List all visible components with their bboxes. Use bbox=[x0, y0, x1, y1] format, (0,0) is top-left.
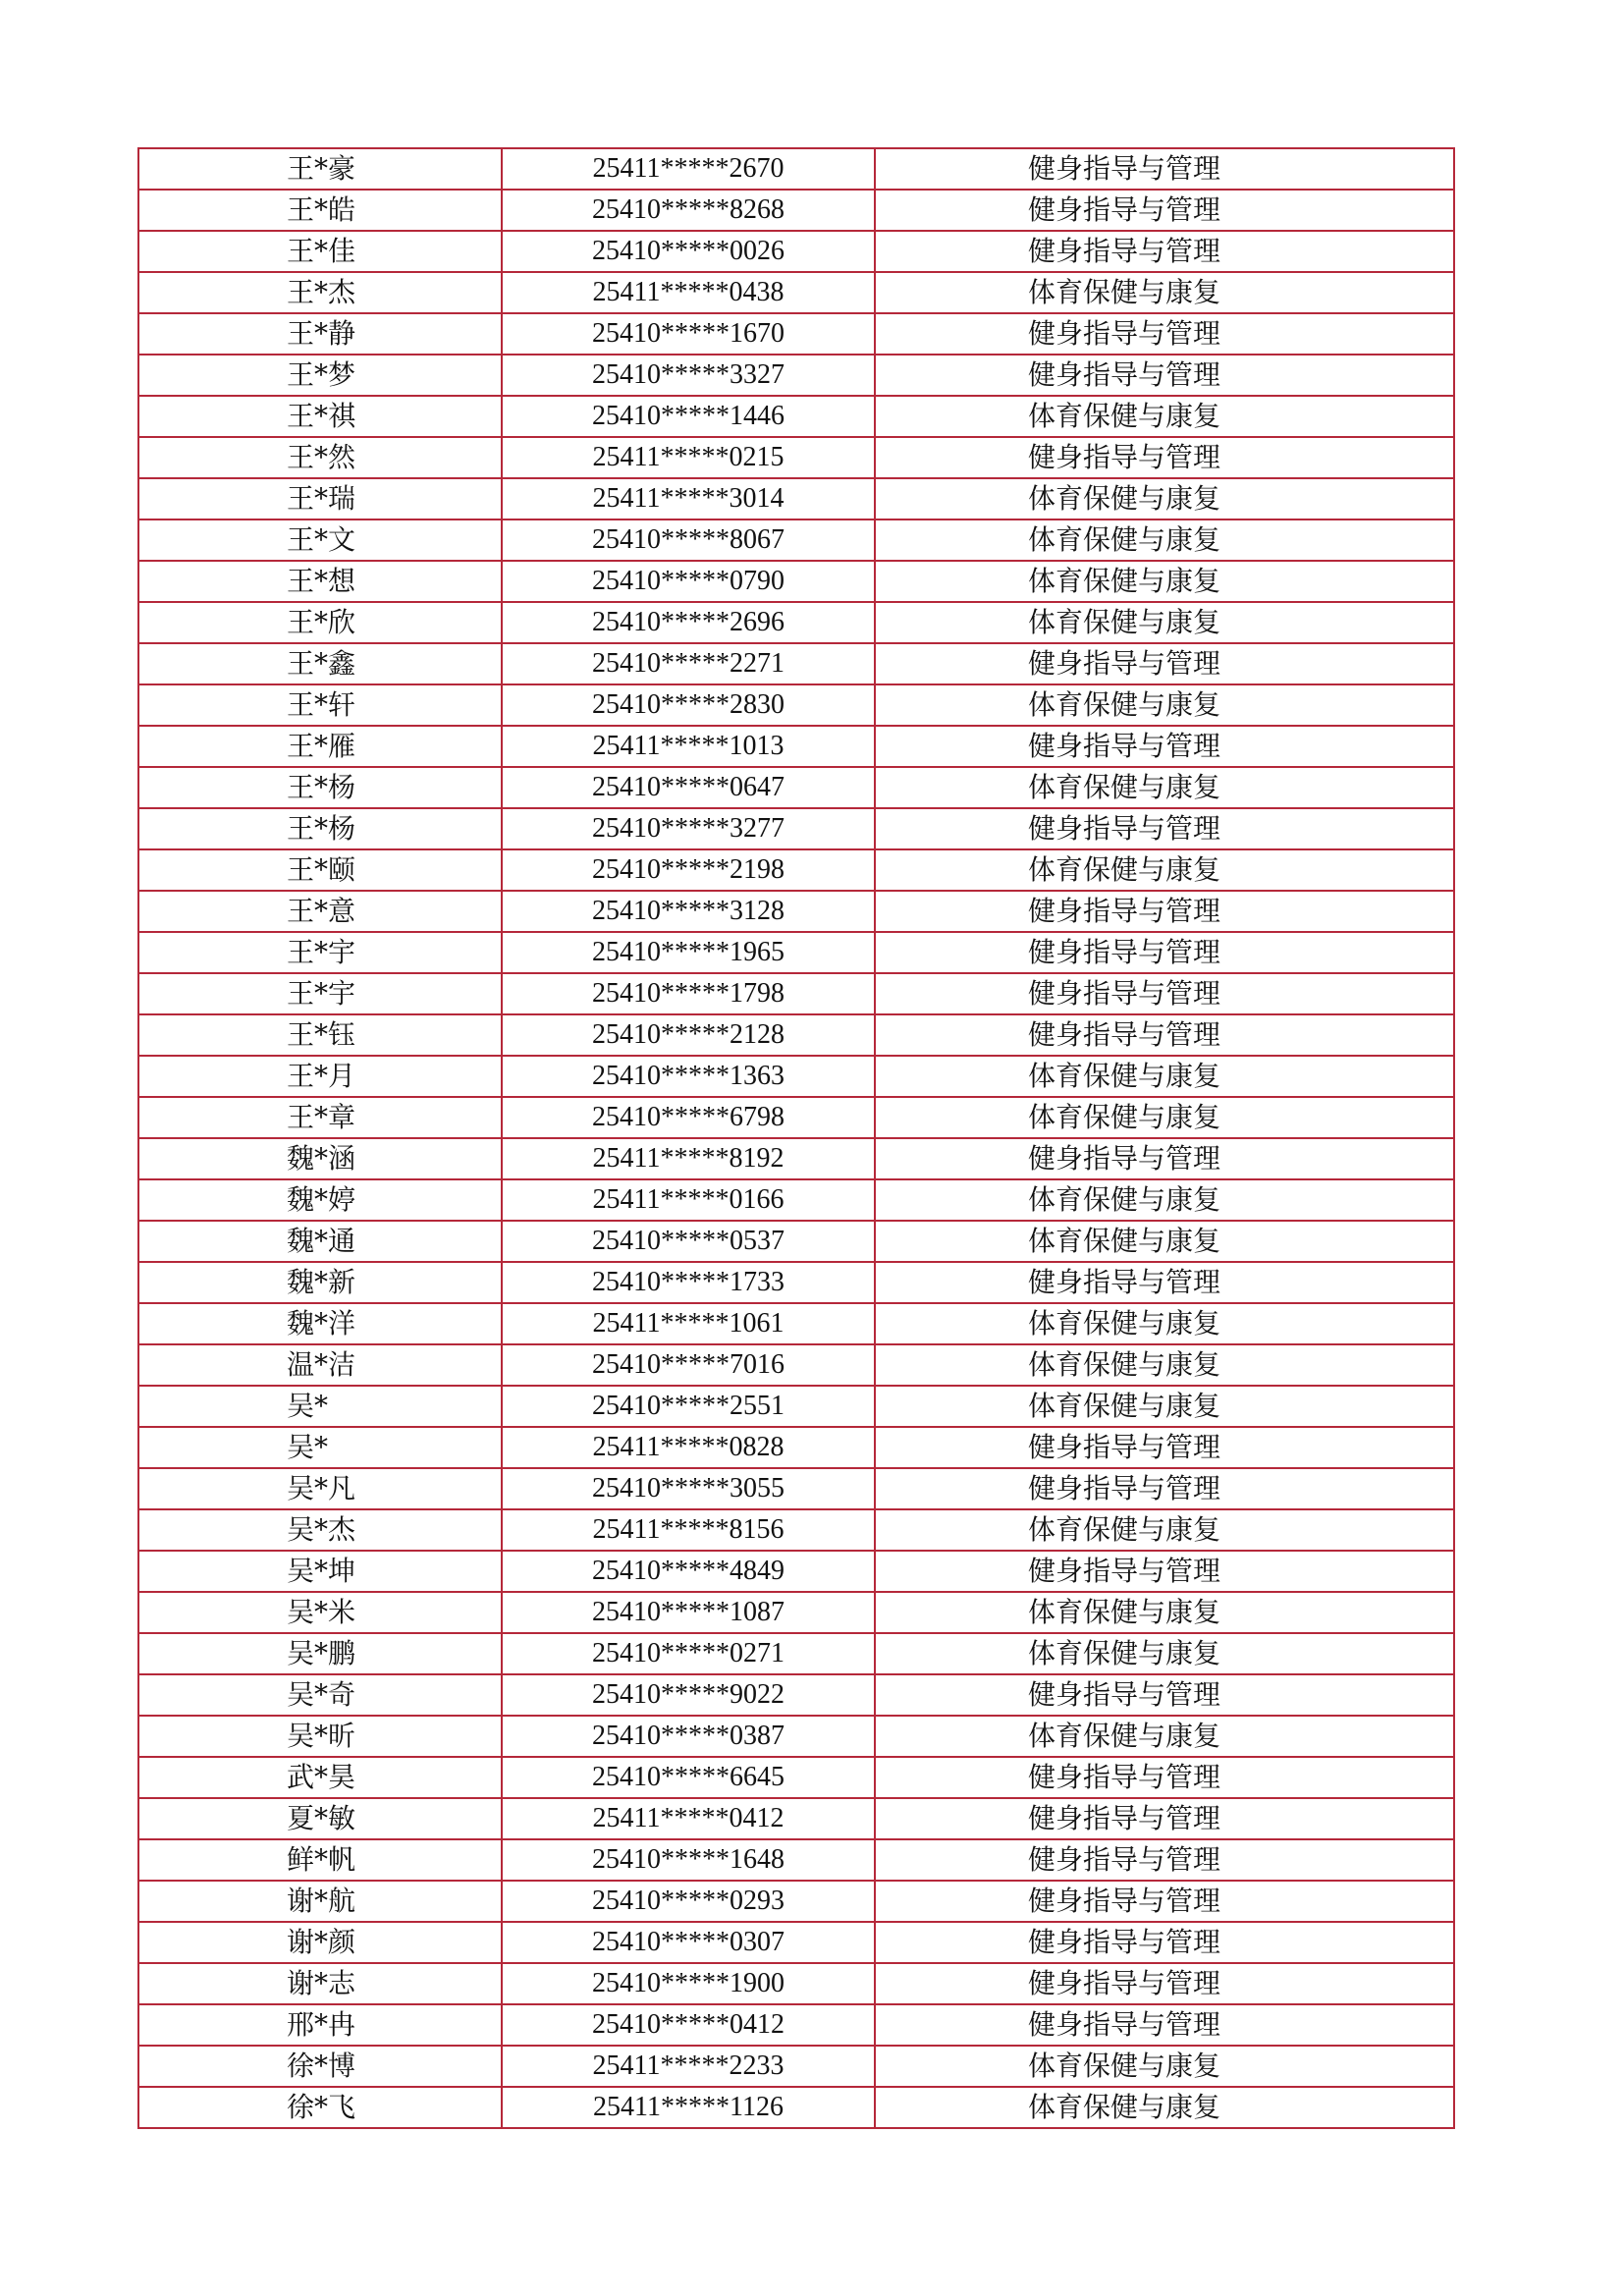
student-major: 健身指导与管理 bbox=[875, 148, 1454, 190]
student-id: 25410*****1900 bbox=[502, 1963, 875, 2004]
student-major: 健身指导与管理 bbox=[875, 1922, 1454, 1963]
table-row bbox=[138, 808, 1454, 849]
table-row bbox=[138, 1798, 1454, 1839]
student-id: 25411*****0215 bbox=[502, 437, 875, 478]
table-row bbox=[138, 355, 1454, 396]
table-row bbox=[138, 1303, 1454, 1344]
student-name: 徐*博 bbox=[138, 2046, 502, 2087]
student-name: 夏*敏 bbox=[138, 1798, 502, 1839]
student-major: 健身指导与管理 bbox=[875, 1138, 1454, 1179]
student-name: 谢*志 bbox=[138, 1963, 502, 2004]
table-row bbox=[138, 891, 1454, 932]
student-major: 健身指导与管理 bbox=[875, 437, 1454, 478]
student-name: 王*轩 bbox=[138, 684, 502, 726]
table-row bbox=[138, 1097, 1454, 1138]
student-id: 25410*****1670 bbox=[502, 313, 875, 355]
student-id: 25410*****2271 bbox=[502, 643, 875, 684]
student-name: 吴*凡 bbox=[138, 1468, 502, 1509]
student-major: 健身指导与管理 bbox=[875, 190, 1454, 231]
student-name: 魏*涵 bbox=[138, 1138, 502, 1179]
student-id: 25410*****3128 bbox=[502, 891, 875, 932]
student-id: 25411*****3014 bbox=[502, 478, 875, 519]
table-row bbox=[138, 973, 1454, 1014]
student-id: 25410*****1363 bbox=[502, 1056, 875, 1097]
student-major: 体育保健与康复 bbox=[875, 602, 1454, 643]
table-row bbox=[138, 1551, 1454, 1592]
student-name: 吴*坤 bbox=[138, 1551, 502, 1592]
table-row bbox=[138, 1344, 1454, 1386]
table-row bbox=[138, 1427, 1454, 1468]
student-major: 健身指导与管理 bbox=[875, 973, 1454, 1014]
student-major: 体育保健与康复 bbox=[875, 519, 1454, 561]
student-name: 王*欣 bbox=[138, 602, 502, 643]
table-row bbox=[138, 519, 1454, 561]
student-id: 25410*****3055 bbox=[502, 1468, 875, 1509]
student-major: 健身指导与管理 bbox=[875, 1757, 1454, 1798]
table-row bbox=[138, 1963, 1454, 2004]
student-id: 25411*****0166 bbox=[502, 1179, 875, 1221]
student-name: 武*昊 bbox=[138, 1757, 502, 1798]
student-name: 魏*新 bbox=[138, 1262, 502, 1303]
table-row bbox=[138, 2087, 1454, 2128]
table-row bbox=[138, 1633, 1454, 1674]
student-name: 邢*冉 bbox=[138, 2004, 502, 2046]
student-major: 体育保健与康复 bbox=[875, 684, 1454, 726]
student-id: 25411*****8156 bbox=[502, 1509, 875, 1551]
student-major: 健身指导与管理 bbox=[875, 891, 1454, 932]
student-id: 25410*****6645 bbox=[502, 1757, 875, 1798]
student-name: 谢*航 bbox=[138, 1881, 502, 1922]
student-name: 吴*杰 bbox=[138, 1509, 502, 1551]
table-row bbox=[138, 437, 1454, 478]
student-id: 25411*****2233 bbox=[502, 2046, 875, 2087]
student-id: 25410*****0271 bbox=[502, 1633, 875, 1674]
table-row bbox=[138, 684, 1454, 726]
student-name: 王*瑞 bbox=[138, 478, 502, 519]
table-row bbox=[138, 478, 1454, 519]
student-major: 健身指导与管理 bbox=[875, 355, 1454, 396]
student-name: 魏*婷 bbox=[138, 1179, 502, 1221]
student-id: 25410*****0307 bbox=[502, 1922, 875, 1963]
student-name: 王*豪 bbox=[138, 148, 502, 190]
student-name: 谢*颜 bbox=[138, 1922, 502, 1963]
student-name: 吴*奇 bbox=[138, 1674, 502, 1716]
table-row bbox=[138, 1674, 1454, 1716]
student-name: 魏*通 bbox=[138, 1221, 502, 1262]
table-row bbox=[138, 849, 1454, 891]
student-id: 25411*****8192 bbox=[502, 1138, 875, 1179]
student-id: 25410*****8268 bbox=[502, 190, 875, 231]
student-major: 健身指导与管理 bbox=[875, 1262, 1454, 1303]
student-id: 25410*****0412 bbox=[502, 2004, 875, 2046]
table-row bbox=[138, 1839, 1454, 1881]
student-id: 25410*****2830 bbox=[502, 684, 875, 726]
student-major: 体育保健与康复 bbox=[875, 1056, 1454, 1097]
table-row bbox=[138, 396, 1454, 437]
student-id: 25411*****0438 bbox=[502, 272, 875, 313]
table-row bbox=[138, 602, 1454, 643]
student-id: 25410*****0387 bbox=[502, 1716, 875, 1757]
student-major: 体育保健与康复 bbox=[875, 1386, 1454, 1427]
student-name: 王*钰 bbox=[138, 1014, 502, 1056]
table-row bbox=[138, 1262, 1454, 1303]
student-id: 25410*****3277 bbox=[502, 808, 875, 849]
table-row bbox=[138, 726, 1454, 767]
student-major: 健身指导与管理 bbox=[875, 1798, 1454, 1839]
student-id: 25410*****0647 bbox=[502, 767, 875, 808]
student-major: 体育保健与康复 bbox=[875, 396, 1454, 437]
table-row bbox=[138, 1056, 1454, 1097]
table-row bbox=[138, 1468, 1454, 1509]
student-id: 25410*****1965 bbox=[502, 932, 875, 973]
student-major: 体育保健与康复 bbox=[875, 561, 1454, 602]
table-row bbox=[138, 767, 1454, 808]
student-major: 健身指导与管理 bbox=[875, 2004, 1454, 2046]
student-id: 25411*****0412 bbox=[502, 1798, 875, 1839]
student-major: 健身指导与管理 bbox=[875, 932, 1454, 973]
student-major: 健身指导与管理 bbox=[875, 1014, 1454, 1056]
student-major: 体育保健与康复 bbox=[875, 1303, 1454, 1344]
table-row bbox=[138, 2004, 1454, 2046]
student-name: 吴*昕 bbox=[138, 1716, 502, 1757]
student-name: 吴* bbox=[138, 1427, 502, 1468]
student-id: 25410*****1648 bbox=[502, 1839, 875, 1881]
student-name: 王*梦 bbox=[138, 355, 502, 396]
student-id: 25410*****0293 bbox=[502, 1881, 875, 1922]
student-name: 吴*鹏 bbox=[138, 1633, 502, 1674]
student-id: 25411*****0828 bbox=[502, 1427, 875, 1468]
student-major: 健身指导与管理 bbox=[875, 643, 1454, 684]
table-row bbox=[138, 1881, 1454, 1922]
student-id: 25410*****6798 bbox=[502, 1097, 875, 1138]
student-id: 25410*****1087 bbox=[502, 1592, 875, 1633]
table-row bbox=[138, 1221, 1454, 1262]
student-id: 25410*****1733 bbox=[502, 1262, 875, 1303]
student-id: 25410*****0026 bbox=[502, 231, 875, 272]
student-major: 体育保健与康复 bbox=[875, 1344, 1454, 1386]
table-row bbox=[138, 561, 1454, 602]
table-row bbox=[138, 313, 1454, 355]
student-major: 健身指导与管理 bbox=[875, 726, 1454, 767]
student-id: 25410*****0790 bbox=[502, 561, 875, 602]
student-name: 王*意 bbox=[138, 891, 502, 932]
table-row bbox=[138, 1716, 1454, 1757]
student-id: 25410*****1798 bbox=[502, 973, 875, 1014]
student-id: 25410*****2551 bbox=[502, 1386, 875, 1427]
student-major: 体育保健与康复 bbox=[875, 2046, 1454, 2087]
table-row bbox=[138, 643, 1454, 684]
student-major: 体育保健与康复 bbox=[875, 1509, 1454, 1551]
student-id: 25410*****1446 bbox=[502, 396, 875, 437]
student-major: 健身指导与管理 bbox=[875, 231, 1454, 272]
student-id: 25410*****4849 bbox=[502, 1551, 875, 1592]
student-id: 25411*****2670 bbox=[502, 148, 875, 190]
student-id: 25410*****2696 bbox=[502, 602, 875, 643]
student-name: 王*佳 bbox=[138, 231, 502, 272]
student-id: 25411*****1061 bbox=[502, 1303, 875, 1344]
student-id: 25411*****1013 bbox=[502, 726, 875, 767]
student-major: 体育保健与康复 bbox=[875, 1633, 1454, 1674]
table-row bbox=[138, 148, 1454, 190]
table-row bbox=[138, 1757, 1454, 1798]
table-row bbox=[138, 932, 1454, 973]
student-major: 健身指导与管理 bbox=[875, 1427, 1454, 1468]
student-major: 体育保健与康复 bbox=[875, 1716, 1454, 1757]
student-major: 健身指导与管理 bbox=[875, 1963, 1454, 2004]
table-row bbox=[138, 1509, 1454, 1551]
table-row bbox=[138, 1179, 1454, 1221]
table-row bbox=[138, 2046, 1454, 2087]
student-id: 25410*****8067 bbox=[502, 519, 875, 561]
student-name: 吴*米 bbox=[138, 1592, 502, 1633]
student-name: 王*皓 bbox=[138, 190, 502, 231]
student-name: 王*月 bbox=[138, 1056, 502, 1097]
student-name: 徐*飞 bbox=[138, 2087, 502, 2128]
student-major: 健身指导与管理 bbox=[875, 1551, 1454, 1592]
student-id: 25410*****2128 bbox=[502, 1014, 875, 1056]
student-id: 25410*****9022 bbox=[502, 1674, 875, 1716]
student-name: 王*鑫 bbox=[138, 643, 502, 684]
student-major: 体育保健与康复 bbox=[875, 849, 1454, 891]
student-major: 体育保健与康复 bbox=[875, 1592, 1454, 1633]
student-major: 体育保健与康复 bbox=[875, 2087, 1454, 2128]
table-row bbox=[138, 190, 1454, 231]
table-row bbox=[138, 231, 1454, 272]
table-row bbox=[138, 1592, 1454, 1633]
student-major: 体育保健与康复 bbox=[875, 478, 1454, 519]
student-roster-table bbox=[137, 147, 1455, 2129]
student-name: 吴* bbox=[138, 1386, 502, 1427]
student-major: 健身指导与管理 bbox=[875, 1674, 1454, 1716]
table-row bbox=[138, 272, 1454, 313]
student-name: 王*祺 bbox=[138, 396, 502, 437]
student-major: 体育保健与康复 bbox=[875, 1179, 1454, 1221]
student-major: 体育保健与康复 bbox=[875, 1221, 1454, 1262]
table-row bbox=[138, 1014, 1454, 1056]
table-row bbox=[138, 1138, 1454, 1179]
student-id: 25410*****7016 bbox=[502, 1344, 875, 1386]
student-name: 王*雁 bbox=[138, 726, 502, 767]
student-id: 25410*****3327 bbox=[502, 355, 875, 396]
student-major: 健身指导与管理 bbox=[875, 313, 1454, 355]
student-major: 体育保健与康复 bbox=[875, 272, 1454, 313]
student-major: 健身指导与管理 bbox=[875, 1468, 1454, 1509]
student-name: 王*宇 bbox=[138, 973, 502, 1014]
student-name: 王*杰 bbox=[138, 272, 502, 313]
student-id: 25411*****1126 bbox=[502, 2087, 875, 2128]
student-name: 王*宇 bbox=[138, 932, 502, 973]
student-major: 健身指导与管理 bbox=[875, 1881, 1454, 1922]
student-name: 王*文 bbox=[138, 519, 502, 561]
student-major: 体育保健与康复 bbox=[875, 767, 1454, 808]
roster-body bbox=[138, 148, 1454, 2128]
student-id: 25410*****2198 bbox=[502, 849, 875, 891]
student-name: 王*杨 bbox=[138, 808, 502, 849]
student-name: 王*杨 bbox=[138, 767, 502, 808]
student-name: 魏*洋 bbox=[138, 1303, 502, 1344]
student-name: 鲜*帆 bbox=[138, 1839, 502, 1881]
student-name: 王*静 bbox=[138, 313, 502, 355]
student-name: 王*章 bbox=[138, 1097, 502, 1138]
table-row bbox=[138, 1922, 1454, 1963]
student-major: 健身指导与管理 bbox=[875, 1839, 1454, 1881]
table-row bbox=[138, 1386, 1454, 1427]
student-major: 体育保健与康复 bbox=[875, 1097, 1454, 1138]
student-name: 王*颐 bbox=[138, 849, 502, 891]
student-major: 健身指导与管理 bbox=[875, 808, 1454, 849]
student-name: 王*想 bbox=[138, 561, 502, 602]
student-id: 25410*****0537 bbox=[502, 1221, 875, 1262]
student-name: 温*洁 bbox=[138, 1344, 502, 1386]
student-name: 王*然 bbox=[138, 437, 502, 478]
